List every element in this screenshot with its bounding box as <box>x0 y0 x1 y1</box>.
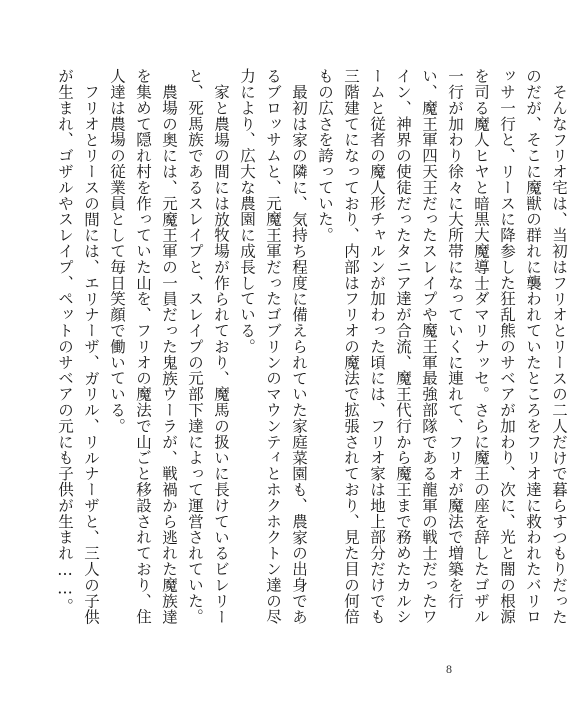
body-text-block <box>52 68 568 628</box>
vertical-text-column <box>52 68 572 628</box>
paragraph-2: 最初は家の隣に、気持ち程度に備えられていた家庭菜園も、農家の出身であるブロッサムと、元魔王軍だったゴブリンのマウンティとホクホクトン達の尽力により、広大な農園に成長している。 <box>238 68 308 625</box>
paragraph-3: 家と農場の間には放牧場が作られており、魔馬の扱いに長けているビレリーと、死馬族であるスレイプと、スレイプの元部下達によって運営されていた。 <box>186 68 230 625</box>
paragraph-5: フリオとリースの間には、エリナーザ、ガリル、リルナーザと、三人の子供が生まれ、ゴザルやスレイプ、ペットのサベアの元にも子供が生まれ……。 <box>56 68 100 625</box>
paragraph-4: 農場の奥には、元魔王軍の一員だった鬼族ウーラが、戦禍から逃れた魔族達を集めて隠れ村を作っていた山を、フリオの魔法で山ごと移設されており、住人達は農場の従業員として毎日笑顔で働いている。 <box>108 68 178 625</box>
paragraph-1: そんなフリオ宅は、当初はフリオとリースの二人だけで暮らすつもりだったのだが、そこに魔獣の群れに襲われていたところをフリオ達に救われたバリロッサ一行と、リースに降参した狂乱熊のサベアが加わり、次に、光と闇の根源を司る魔人ヒヤと暗黒大魔導士ダマリナッセ。さらに魔王の座を辞したゴザル一行が加わり徐々に大所帯になっていくに連れて、フリオが魔法で増築を行い、魔王軍四天王だったスレイプや魔王軍最強部隊である龍軍の戦士だったワイン、神界の使徒だったタニア達が合流、魔王代行から魔王まで務めたカルシームと従者の魔人形チャルンが加わった頃には、フリオ家は地上部分だけでも三階建てになっており、内部はフリオの魔法で拡張されており、見た目の何倍もの広さを誇っていた。 <box>316 68 568 625</box>
page-number: 8 <box>446 662 452 676</box>
